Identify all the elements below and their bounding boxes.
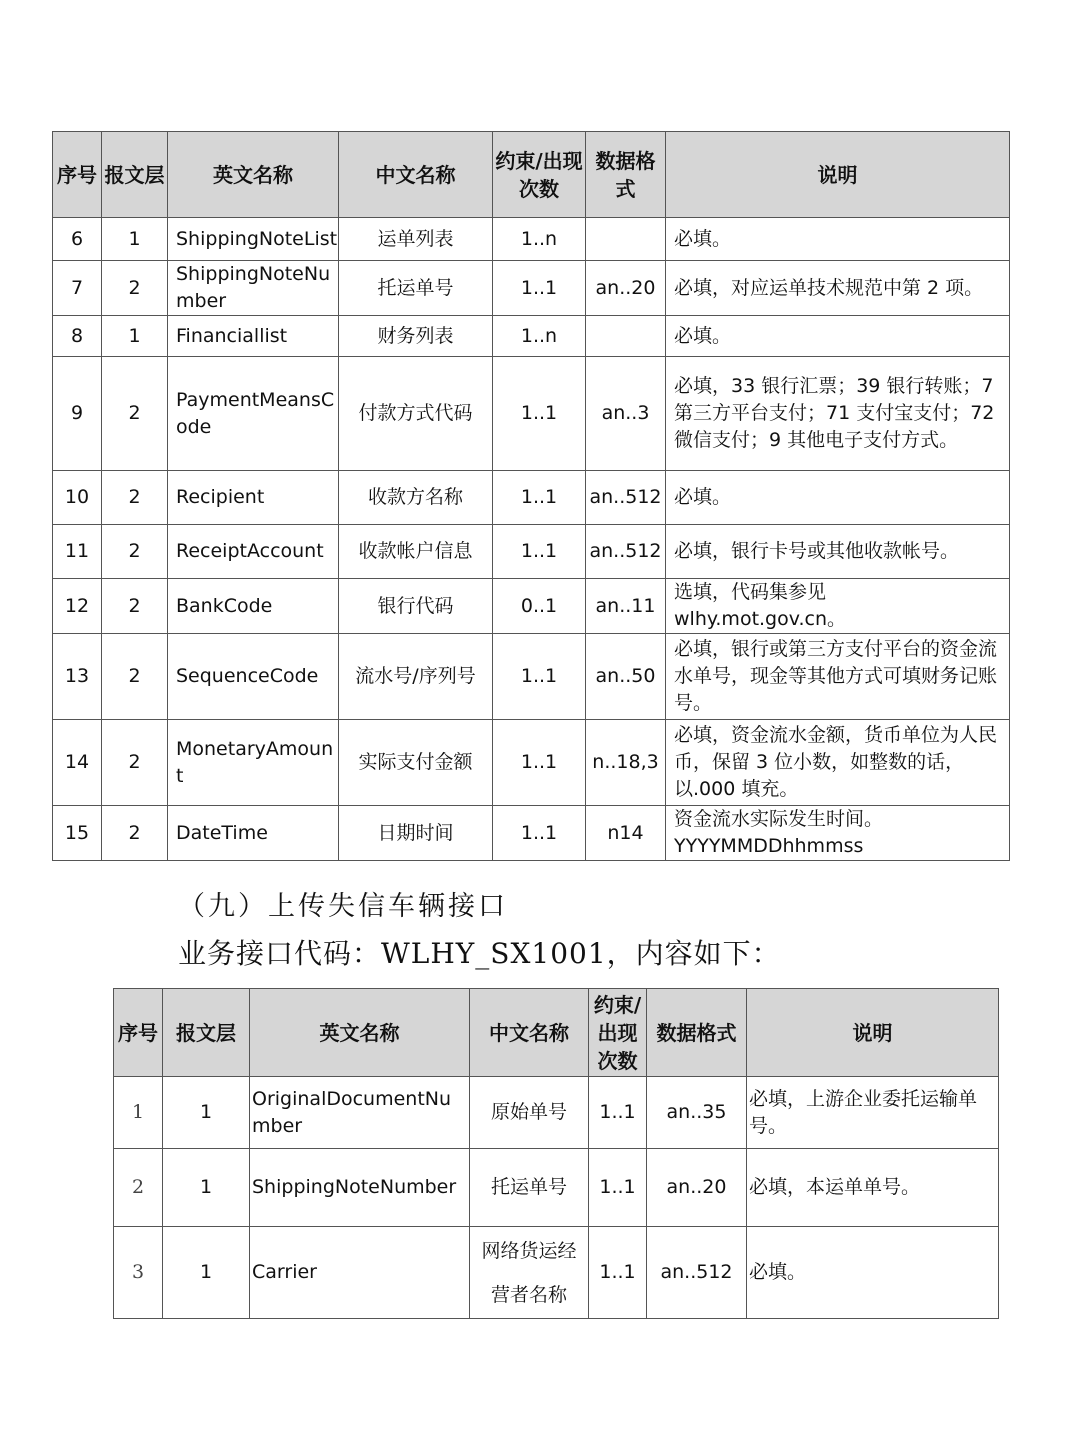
- cell-seq: 14: [53, 720, 102, 806]
- cell-constraint: 1..1: [493, 471, 586, 525]
- cell-chinese-name: 托运单号: [470, 1149, 589, 1227]
- cell-chinese-name: 财务列表: [339, 316, 493, 357]
- header-layer: 报文层: [163, 989, 250, 1077]
- cell-layer: 2: [102, 471, 168, 525]
- table-row: [114, 1077, 999, 1149]
- cell-seq: 11: [53, 525, 102, 579]
- cell-chinese-name: 网络货运经营者名称: [470, 1227, 589, 1319]
- header-chinese-name: 中文名称: [339, 132, 493, 218]
- header-english-name: 英文名称: [250, 989, 470, 1077]
- cell-layer: 2: [102, 525, 168, 579]
- cell-description: 必填。: [666, 218, 1010, 261]
- cell-description: 必填，银行或第三方支付平台的资金流水单号，现金等其他方式可填财务记账号。: [666, 634, 1010, 720]
- cell-english-name: Recipient: [168, 471, 339, 525]
- cell-description: 选填，代码集参见 wlhy.mot.gov.cn。: [666, 579, 1010, 634]
- cell-english-name: ShippingNoteList: [168, 218, 339, 261]
- header-seq: 序号: [114, 989, 163, 1077]
- cell-seq: 7: [53, 261, 102, 316]
- cell-chinese-name: 运单列表: [339, 218, 493, 261]
- cell-description: 必填，上游企业委托运输单号。: [747, 1077, 999, 1149]
- cell-seq: 9: [53, 357, 102, 471]
- cell-layer: 2: [102, 634, 168, 720]
- section-heading: （九）上传失信车辆接口: [178, 891, 508, 922]
- cell-layer: 1: [163, 1149, 250, 1227]
- cell-chinese-name: 银行代码: [339, 579, 493, 634]
- cell-english-name: Financiallist: [168, 316, 339, 357]
- cell-description: 必填。: [666, 316, 1010, 357]
- header-description: 说明: [747, 989, 999, 1077]
- interface-code-line: 业务接口代码：WLHY_SX1001，内容如下：: [178, 937, 781, 970]
- cell-data-format: an..35: [647, 1077, 747, 1149]
- table-row: [53, 357, 1010, 471]
- cell-data-format: an..20: [586, 261, 666, 316]
- header-layer: 报文层: [102, 132, 168, 218]
- cell-data-format: n..18,3: [586, 720, 666, 806]
- header-seq: 序号: [53, 132, 102, 218]
- cell-constraint: 1..1: [589, 1149, 647, 1227]
- cell-data-format: an..20: [647, 1149, 747, 1227]
- header-english-name: 英文名称: [168, 132, 339, 218]
- cell-layer: 1: [102, 218, 168, 261]
- cell-constraint: 1..n: [493, 218, 586, 261]
- cell-data-format: an..50: [586, 634, 666, 720]
- cell-data-format: an..512: [586, 525, 666, 579]
- cell-seq: 2: [114, 1149, 163, 1227]
- cell-constraint: 1..1: [493, 720, 586, 806]
- cell-seq: 10: [53, 471, 102, 525]
- cell-description: 必填。: [747, 1227, 999, 1319]
- cell-seq: 6: [53, 218, 102, 261]
- table-row: [53, 525, 1010, 579]
- cell-seq: 3: [114, 1227, 163, 1319]
- cell-chinese-name: 实际支付金额: [339, 720, 493, 806]
- cell-seq: 8: [53, 316, 102, 357]
- field-table-financial: [52, 131, 1010, 861]
- cell-seq: 12: [53, 579, 102, 634]
- cell-layer: 2: [102, 806, 168, 861]
- cell-chinese-name: 流水号/序列号: [339, 634, 493, 720]
- cell-english-name: SequenceCode: [168, 634, 339, 720]
- cell-data-format: [586, 316, 666, 357]
- cell-layer: 2: [102, 720, 168, 806]
- field-table-dishonest-vehicle: [113, 988, 999, 1319]
- cell-description: 必填，33 银行汇票；39 银行转账；7 第三方平台支付；71 支付宝支付；72 微信支付；9 其他电子支付方式。: [666, 357, 1010, 471]
- cell-layer: 2: [102, 357, 168, 471]
- cell-constraint: 1..1: [589, 1227, 647, 1319]
- header-description: 说明: [666, 132, 1010, 218]
- table-row: [114, 1149, 999, 1227]
- cell-constraint: 1..1: [493, 634, 586, 720]
- cell-chinese-name: 原始单号: [470, 1077, 589, 1149]
- cell-data-format: an..3: [586, 357, 666, 471]
- cell-data-format: [586, 218, 666, 261]
- cell-constraint: 1..1: [493, 525, 586, 579]
- cell-layer: 1: [102, 316, 168, 357]
- cell-seq: 13: [53, 634, 102, 720]
- header-constraint: 约束/出现次数: [493, 132, 586, 218]
- cell-english-name: ShippingNoteNumber: [168, 261, 339, 316]
- cell-data-format: an..512: [647, 1227, 747, 1319]
- cell-constraint: 1..1: [493, 806, 586, 861]
- cell-english-name: ReceiptAccount: [168, 525, 339, 579]
- cell-english-name: OriginalDocumentNumber: [250, 1077, 470, 1149]
- table-row: [53, 806, 1010, 861]
- cell-constraint: 0..1: [493, 579, 586, 634]
- table-row: [53, 720, 1010, 806]
- table-row: [53, 261, 1010, 316]
- cell-layer: 2: [102, 261, 168, 316]
- table-row: [53, 218, 1010, 261]
- cell-chinese-name: 托运单号: [339, 261, 493, 316]
- cell-data-format: an..11: [586, 579, 666, 634]
- cell-chinese-name: 付款方式代码: [339, 357, 493, 471]
- cell-english-name: BankCode: [168, 579, 339, 634]
- cell-english-name: ShippingNoteNumber: [250, 1149, 470, 1227]
- header-chinese-name: 中文名称: [470, 989, 589, 1077]
- header-data-format: 数据格式: [647, 989, 747, 1077]
- table-header-row: [53, 132, 1010, 218]
- header-data-format: 数据格式: [586, 132, 666, 218]
- cell-seq: 15: [53, 806, 102, 861]
- cell-english-name: PaymentMeansCode: [168, 357, 339, 471]
- cell-layer: 1: [163, 1077, 250, 1149]
- cell-constraint: 1..n: [493, 316, 586, 357]
- cell-description: 必填，资金流水金额，货币单位为人民币，保留 3 位小数，如整数的话，以.000 填充。: [666, 720, 1010, 806]
- header-constraint: 约束/出现次数: [589, 989, 647, 1077]
- cell-description: 必填，银行卡号或其他收款帐号。: [666, 525, 1010, 579]
- cell-description: 资金流水实际发生时间。YYYYMMDDhhmmss: [666, 806, 1010, 861]
- cell-english-name: Carrier: [250, 1227, 470, 1319]
- cell-constraint: 1..1: [493, 357, 586, 471]
- cell-description: 必填，对应运单技术规范中第 2 项。: [666, 261, 1010, 316]
- table-header-row: [114, 989, 999, 1077]
- cell-seq: 1: [114, 1077, 163, 1149]
- table-row: [53, 634, 1010, 720]
- cell-description: 必填。: [666, 471, 1010, 525]
- cell-english-name: DateTime: [168, 806, 339, 861]
- cell-chinese-name: 收款帐户信息: [339, 525, 493, 579]
- table-row: [53, 579, 1010, 634]
- cell-english-name: MonetaryAmount: [168, 720, 339, 806]
- table-row: [53, 471, 1010, 525]
- cell-layer: 1: [163, 1227, 250, 1319]
- cell-description: 必填，本运单单号。: [747, 1149, 999, 1227]
- table-row: [114, 1227, 999, 1319]
- table-row: [53, 316, 1010, 357]
- cell-constraint: 1..1: [493, 261, 586, 316]
- cell-chinese-name: 日期时间: [339, 806, 493, 861]
- cell-chinese-name: 收款方名称: [339, 471, 493, 525]
- cell-constraint: 1..1: [589, 1077, 647, 1149]
- cell-data-format: n14: [586, 806, 666, 861]
- cell-layer: 2: [102, 579, 168, 634]
- cell-data-format: an..512: [586, 471, 666, 525]
